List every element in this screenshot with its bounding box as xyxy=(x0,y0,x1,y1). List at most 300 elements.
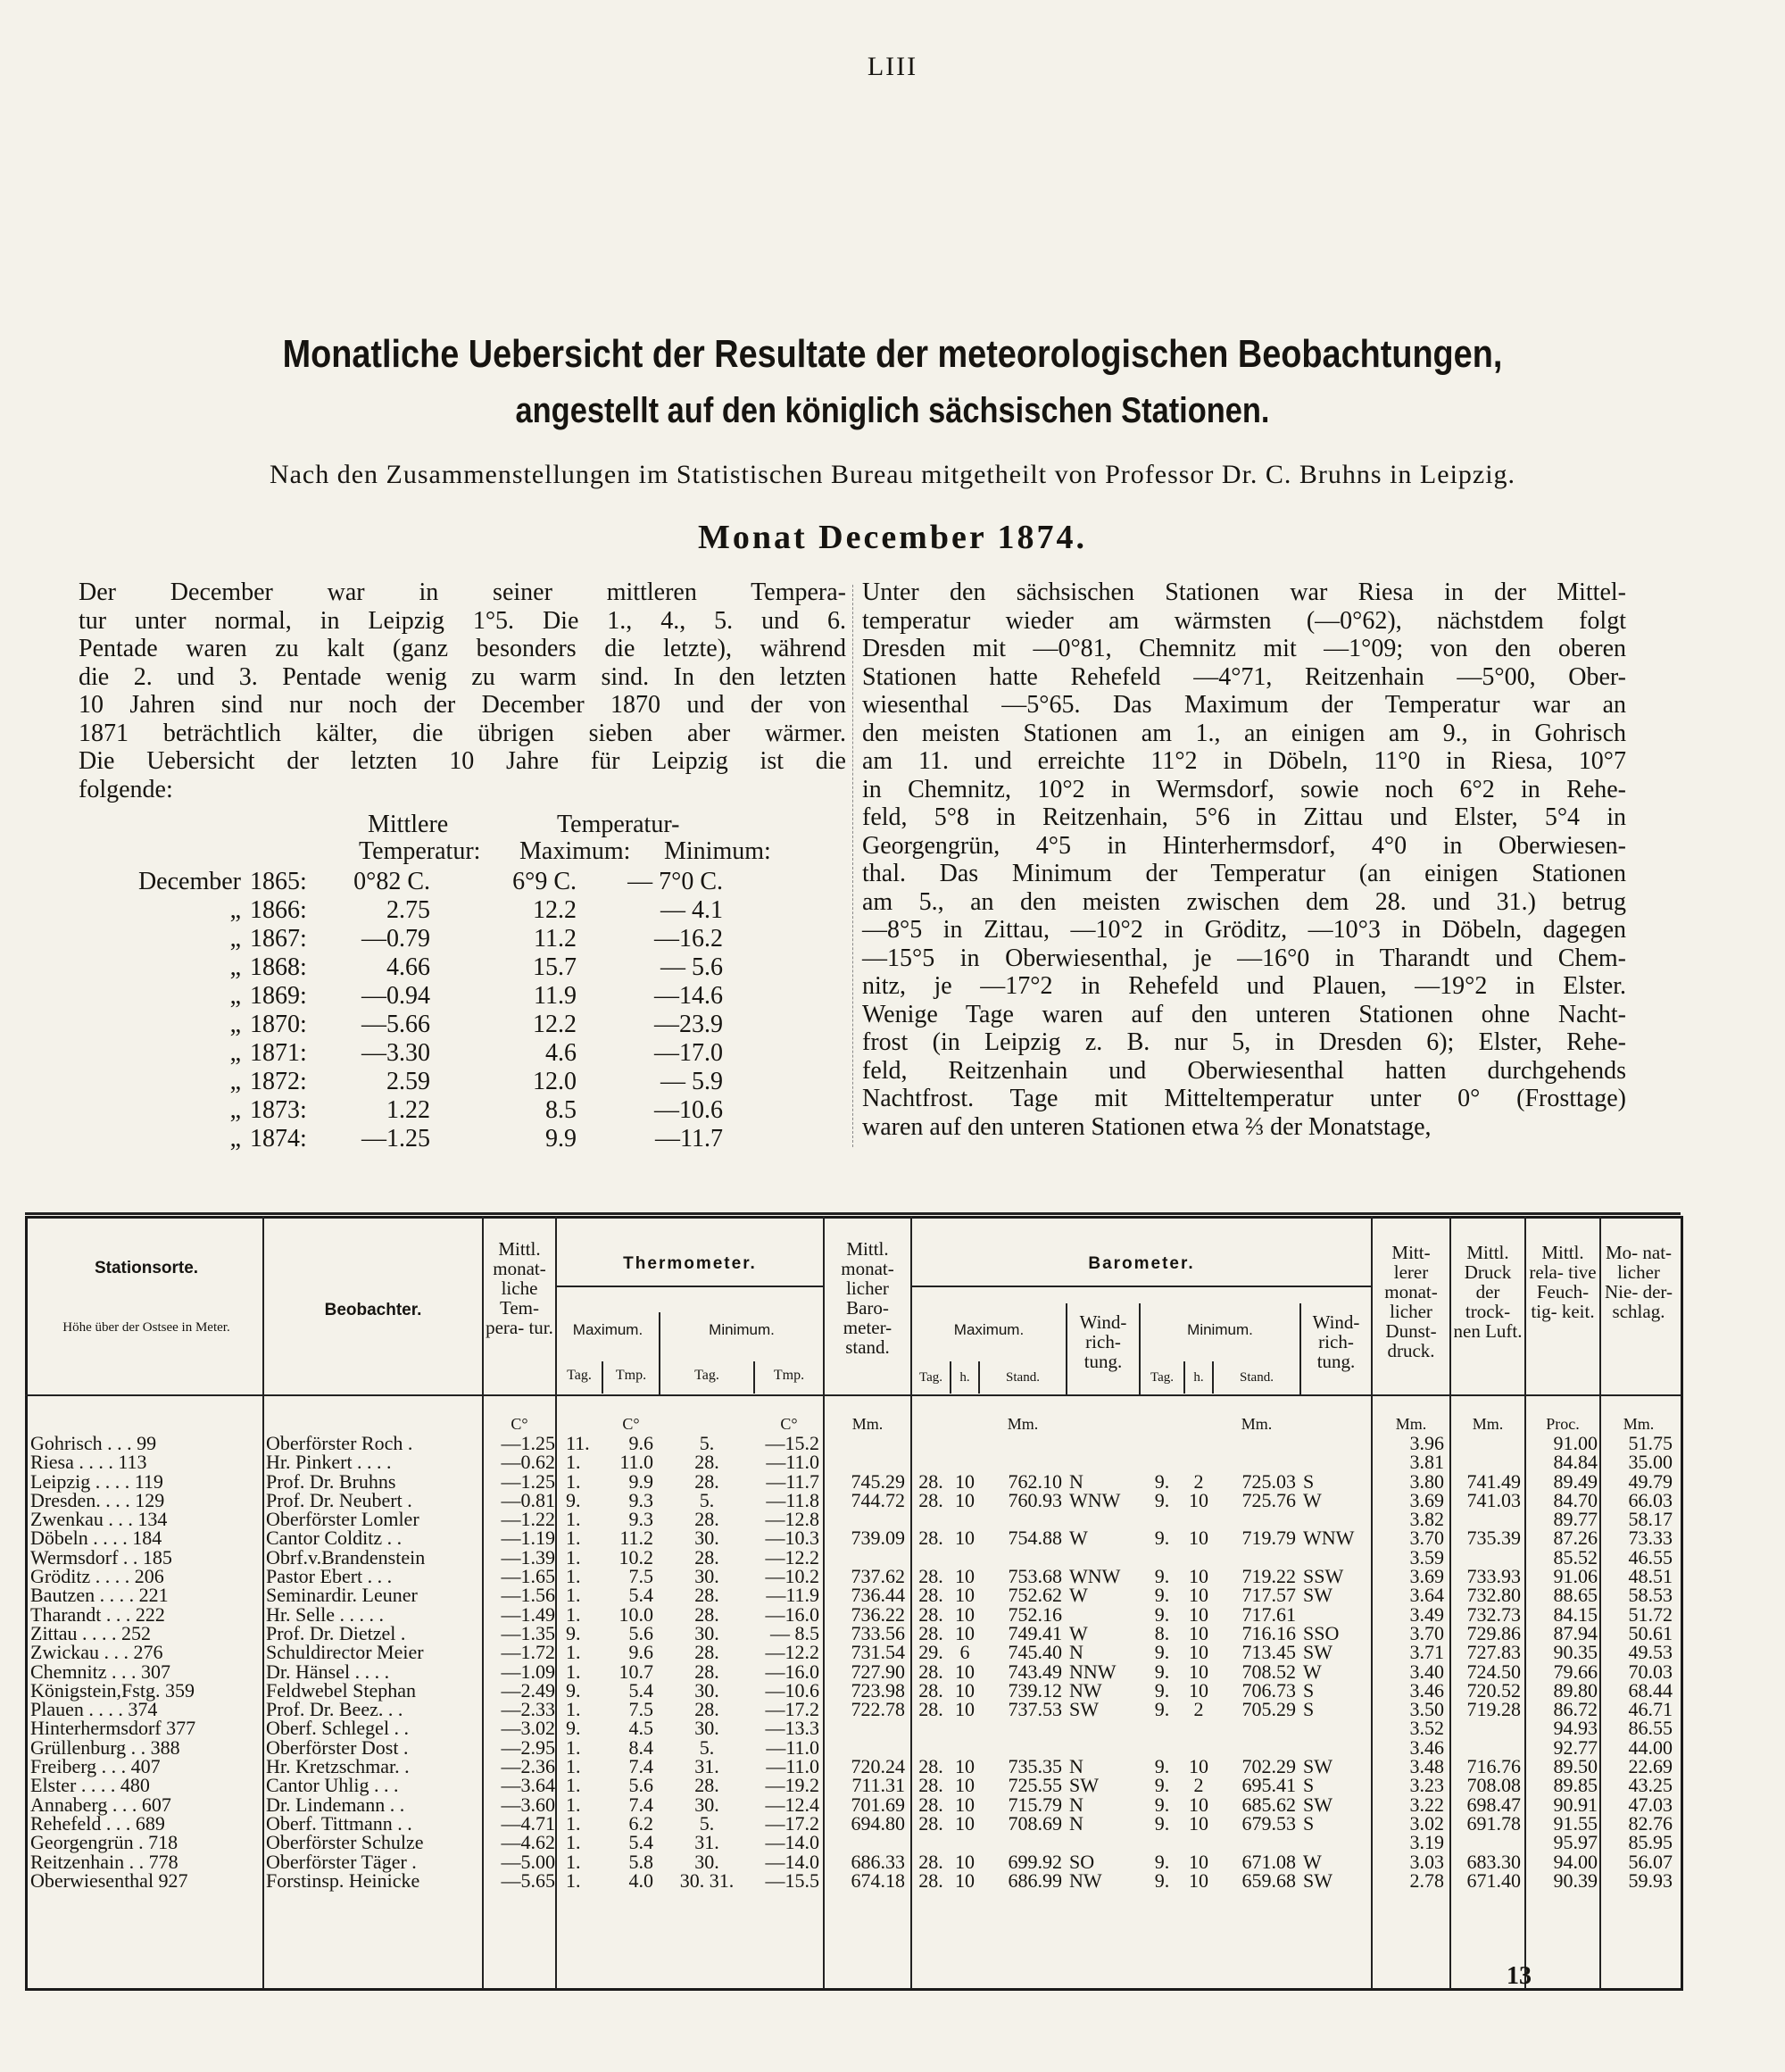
right-text-line: waren auf den unteren Stationen etwa ⅔ der Monatstage, xyxy=(862,1112,1432,1141)
cell-bnh: 10 xyxy=(1189,1868,1208,1892)
cell-mnd: 28. xyxy=(694,1508,719,1531)
cell-mxd: 1. xyxy=(566,1660,581,1683)
table-row xyxy=(27,1868,1678,1892)
cell-mnt: — 8.5 xyxy=(770,1621,819,1644)
header-bmin-day: Tag. xyxy=(1150,1370,1175,1385)
cell-v: 3.48 xyxy=(1409,1755,1444,1778)
cell-s: Rehefeld . . . 689 xyxy=(30,1811,165,1835)
cell-bns: 685.62 xyxy=(1241,1793,1296,1816)
cell-t: —5.65 xyxy=(501,1868,555,1892)
cell-t: —1.35 xyxy=(501,1621,555,1644)
cell-hu: 85.52 xyxy=(1553,1545,1598,1569)
cell-bns: 719.79 xyxy=(1241,1527,1296,1550)
hist-row xyxy=(116,1096,830,1125)
cell-t: —1.49 xyxy=(501,1602,555,1626)
hist-row xyxy=(116,896,830,925)
cell-t: —4.71 xyxy=(501,1811,555,1835)
cell-bxh: 10 xyxy=(955,1868,975,1892)
cell-hu: 90.39 xyxy=(1553,1868,1598,1892)
cell-bnw: WNW xyxy=(1303,1527,1355,1550)
cell-bnd: 9. xyxy=(1154,1641,1170,1664)
cell-mnd: 28. xyxy=(694,1641,719,1664)
cell-mxd: 1. xyxy=(566,1641,581,1664)
table-header-rule xyxy=(25,1394,1681,1396)
cell-bxs: 752.16 xyxy=(1008,1602,1062,1626)
cell-bxh: 10 xyxy=(955,1678,975,1702)
hist-min: —11.7 xyxy=(655,1125,723,1152)
hist-month: „ xyxy=(229,1039,241,1067)
cell-mxt: 9.9 xyxy=(628,1469,653,1493)
column-divider xyxy=(852,585,853,1147)
cell-v: 3.46 xyxy=(1409,1678,1444,1702)
cell-mnd: 31. xyxy=(694,1755,719,1778)
cell-mxd: 9. xyxy=(566,1488,581,1511)
cell-bnd: 9. xyxy=(1154,1660,1170,1683)
cell-d: 732.80 xyxy=(1466,1584,1521,1607)
cell-mxd: 1. xyxy=(566,1774,581,1797)
cell-d: 727.83 xyxy=(1466,1641,1521,1664)
cell-v: 3.80 xyxy=(1409,1469,1444,1493)
cell-t: —4.62 xyxy=(501,1831,555,1854)
table-row xyxy=(27,1508,1678,1531)
header-wind-max: Wind- rich- tung. xyxy=(1079,1311,1127,1372)
cell-o: Hr. Selle . . . . . xyxy=(266,1602,384,1626)
cell-o: Oberförster Dost . xyxy=(266,1735,409,1759)
cell-mxd: 1. xyxy=(566,1545,581,1569)
table-row xyxy=(27,1434,1678,1452)
hist-header-mean-1: Mittlere xyxy=(368,811,449,838)
cell-b: 674.18 xyxy=(851,1868,905,1892)
cell-mxd: 1. xyxy=(566,1469,581,1493)
cell-bxh: 10 xyxy=(955,1793,975,1816)
hist-year: 1866: xyxy=(250,896,307,924)
cell-s: Königstein,Fstg. 359 xyxy=(30,1678,195,1702)
cell-bxw: N xyxy=(1069,1641,1083,1664)
cell-mxd: 1. xyxy=(566,1698,581,1721)
cell-s: Dresden. . . . 129 xyxy=(30,1488,165,1511)
right-text-line: thal. Das Minimum der Temperatur (an einigen Stationen xyxy=(862,860,1626,887)
cell-p: 50.61 xyxy=(1628,1621,1673,1644)
cell-mxt: 4.5 xyxy=(628,1717,653,1740)
cell-t: —1.22 xyxy=(501,1508,555,1531)
cell-bxw: WNW xyxy=(1069,1565,1121,1588)
header-baro-max: Maximum. xyxy=(953,1321,1025,1338)
cell-mnd: 30. xyxy=(694,1678,719,1702)
cell-bnh: 10 xyxy=(1189,1641,1208,1664)
table-row xyxy=(27,1545,1678,1569)
cell-bxw: NNW xyxy=(1069,1660,1117,1683)
cell-mxt: 9.3 xyxy=(628,1508,653,1531)
cell-bxs: 753.68 xyxy=(1008,1565,1062,1588)
hist-max: 12.0 xyxy=(533,1068,577,1095)
hist-row xyxy=(116,925,830,953)
cell-bnd: 9. xyxy=(1154,1469,1170,1493)
cell-mxd: 1. xyxy=(566,1602,581,1626)
hist-mean: 1.22 xyxy=(386,1096,430,1124)
cell-v: 3.46 xyxy=(1409,1735,1444,1759)
hist-min: —16.2 xyxy=(654,925,723,953)
hist-min: — 4.1 xyxy=(660,896,723,924)
cell-v: 3.22 xyxy=(1409,1793,1444,1816)
hist-max: 6°9 C. xyxy=(512,868,577,895)
hist-max: 9.9 xyxy=(545,1125,577,1152)
header-vapour: Mitt- lerer monat- licher Dunst- druck. xyxy=(1384,1242,1438,1361)
cell-bxh: 10 xyxy=(955,1660,975,1683)
cell-b: 745.29 xyxy=(851,1469,905,1493)
cell-t: —0.62 xyxy=(501,1451,555,1474)
cell-bxh: 10 xyxy=(955,1565,975,1588)
header-mean-temp: Mittl. monat- liche Tem- pera- tur. xyxy=(486,1238,553,1338)
cell-p: 85.95 xyxy=(1628,1831,1673,1854)
table-row xyxy=(27,1831,1678,1854)
cell-t: —1.25 xyxy=(501,1432,555,1454)
header-bmax-day: Tag. xyxy=(918,1370,943,1385)
cell-bxw: N xyxy=(1069,1793,1083,1816)
cell-t: —1.19 xyxy=(501,1527,555,1550)
hist-month: „ xyxy=(229,1125,241,1152)
cell-bxd: 28. xyxy=(918,1755,943,1778)
cell-mnd: 28. xyxy=(694,1545,719,1569)
header-tmax-day: Tag. xyxy=(567,1368,592,1383)
table-row xyxy=(27,1795,1678,1814)
cell-bxh: 10 xyxy=(955,1850,975,1873)
hist-max: 8.5 xyxy=(545,1096,577,1124)
cell-s: Grüllenburg . . 388 xyxy=(30,1735,180,1759)
cell-mxt: 7.5 xyxy=(628,1565,653,1588)
right-text-line: Unter den sächsischen Stationen war Riesa in der Mittel- xyxy=(862,578,1626,606)
cell-b: 737.62 xyxy=(851,1565,905,1588)
cell-mnt: —11.0 xyxy=(766,1755,819,1778)
cell-v: 3.40 xyxy=(1409,1660,1444,1683)
header-bmax-stand: Stand. xyxy=(1006,1370,1040,1385)
cell-bns: 705.29 xyxy=(1241,1698,1296,1721)
cell-bxh: 10 xyxy=(955,1469,975,1493)
left-text-line: 10 Jahren sind nur noch der December 1870 und der von xyxy=(79,691,846,719)
right-text-line: Stationen hatte Rehefeld —4°71, Reitzenhain —5°00, Ober- xyxy=(862,662,1626,691)
cell-mnt: —12.4 xyxy=(765,1793,819,1816)
cell-s: Gohrisch . . . 99 xyxy=(30,1432,157,1454)
table-row xyxy=(27,1678,1678,1702)
hist-year: 1874: xyxy=(250,1125,307,1152)
table-row xyxy=(27,1584,1678,1607)
cell-bnd: 9. xyxy=(1154,1602,1170,1626)
cell-mxd: 1. xyxy=(566,1850,581,1873)
cell-mxt: 11.0 xyxy=(619,1451,653,1474)
cell-b: 736.44 xyxy=(851,1584,905,1607)
cell-t: —5.00 xyxy=(501,1850,555,1873)
cell-p: 82.76 xyxy=(1628,1811,1673,1835)
cell-bxd: 28. xyxy=(918,1469,943,1493)
hist-month: „ xyxy=(229,1068,241,1095)
table-row xyxy=(27,1717,1678,1740)
cell-v: 3.96 xyxy=(1409,1432,1444,1454)
cell-v: 3.82 xyxy=(1409,1508,1444,1531)
cell-b: 736.22 xyxy=(851,1602,905,1626)
cell-mxt: 7.5 xyxy=(628,1698,653,1721)
unit-tmin: C° xyxy=(780,1415,798,1433)
table-row xyxy=(27,1662,1678,1681)
cell-bnh: 2 xyxy=(1193,1469,1204,1493)
cell-mnt: —17.2 xyxy=(765,1698,819,1721)
cell-bxw: W xyxy=(1069,1527,1088,1550)
cell-v: 3.52 xyxy=(1409,1717,1444,1740)
cell-d: 683.30 xyxy=(1466,1850,1521,1873)
cell-bnh: 10 xyxy=(1189,1755,1208,1778)
cell-bnh: 10 xyxy=(1189,1527,1208,1550)
cell-b: 711.31 xyxy=(851,1774,905,1797)
cell-mxd: 9. xyxy=(566,1621,581,1644)
cell-bxs: 715.79 xyxy=(1008,1793,1062,1816)
cell-mnt: —16.0 xyxy=(765,1660,819,1683)
left-text-line: Der December war in seiner mittleren Tempera- xyxy=(79,578,846,606)
cell-mnd: 5. xyxy=(699,1811,715,1835)
cell-bnd: 9. xyxy=(1154,1793,1170,1816)
cell-hu: 89.49 xyxy=(1553,1469,1598,1493)
station-table-body xyxy=(27,1434,1678,1890)
cell-hu: 91.06 xyxy=(1553,1565,1598,1588)
cell-mnd: 30. 31. xyxy=(679,1868,735,1892)
cell-s: Leipzig . . . . 119 xyxy=(30,1469,163,1493)
cell-bnw: SW xyxy=(1303,1584,1333,1607)
cell-p: 44.00 xyxy=(1628,1735,1673,1759)
cell-mnt: —11.0 xyxy=(766,1451,819,1474)
left-text-line: Pentade waren zu kalt (ganz besonders die letzte), während xyxy=(79,635,846,662)
header-observer: Beobachter. xyxy=(324,1301,422,1319)
cell-b: 720.24 xyxy=(851,1755,905,1778)
cell-v: 3.64 xyxy=(1409,1584,1444,1607)
cell-o: Oberf. Tittmann . . xyxy=(266,1811,412,1835)
hist-min: — 7°0 C. xyxy=(627,868,723,895)
cell-o: Seminardir. Leuner xyxy=(266,1584,418,1607)
right-text-line: Dresden mit —0°81, Chemnitz mit —1°09; von den oberen xyxy=(862,635,1626,662)
cell-mnt: —14.0 xyxy=(765,1850,819,1873)
cell-mxd: 1. xyxy=(566,1811,581,1835)
cell-b: 722.78 xyxy=(851,1698,905,1721)
cell-s: Wermsdorf . . 185 xyxy=(30,1545,172,1569)
cell-bns: 659.68 xyxy=(1241,1868,1296,1892)
cell-mnd: 28. xyxy=(694,1602,719,1626)
cell-bxs: 735.35 xyxy=(1008,1755,1062,1778)
left-text-line: folgende: xyxy=(79,775,173,803)
cell-bxd: 28. xyxy=(918,1602,943,1626)
cell-p: 58.17 xyxy=(1628,1508,1673,1531)
table-row xyxy=(27,1757,1678,1776)
thermo-sub-rule xyxy=(555,1286,823,1287)
cell-o: Hr. Pinkert . . . . xyxy=(266,1451,392,1474)
cell-s: Bautzen . . . . 221 xyxy=(30,1584,169,1607)
cell-hu: 90.91 xyxy=(1553,1793,1598,1816)
cell-b: 701.69 xyxy=(851,1793,905,1816)
cell-bns: 671.08 xyxy=(1241,1850,1296,1873)
cell-o: Cantor Uhlig . . . xyxy=(266,1774,399,1797)
hist-row xyxy=(116,1068,830,1096)
hist-mean: —5.66 xyxy=(361,1011,430,1038)
cell-bnw: S xyxy=(1303,1678,1315,1702)
hist-row xyxy=(116,982,830,1011)
cell-bxs: 739.12 xyxy=(1008,1678,1062,1702)
cell-bns: 706.73 xyxy=(1241,1678,1296,1702)
hist-min: —10.6 xyxy=(654,1096,723,1124)
cell-p: 59.93 xyxy=(1628,1868,1673,1892)
hist-mean: 0°82 C. xyxy=(353,868,430,895)
cell-mxd: 1. xyxy=(566,1451,581,1474)
table-row xyxy=(27,1735,1678,1759)
cell-bnw: S xyxy=(1303,1698,1315,1721)
cell-mnd: 31. xyxy=(694,1831,719,1854)
cell-p: 49.53 xyxy=(1628,1641,1673,1664)
cell-mxt: 7.4 xyxy=(628,1755,653,1778)
left-text-line: 1871 beträchtlich kälter, die übrigen sieben aber wärmer. xyxy=(79,719,846,747)
cell-bnw: SW xyxy=(1303,1641,1333,1664)
right-text-line: —8°5 in Zittau, —10°2 in Gröditz, —10°3 in Döbeln, dagegen xyxy=(862,916,1626,944)
header-bmin-hour: h. xyxy=(1193,1370,1204,1385)
cell-mxt: 5.4 xyxy=(628,1678,653,1702)
cell-bxd: 28. xyxy=(918,1621,943,1644)
cell-bnh: 10 xyxy=(1189,1584,1208,1607)
right-text-line: Wenige Tage waren auf den unteren Stationen ohne Nacht- xyxy=(862,1000,1626,1028)
cell-bxd: 28. xyxy=(918,1774,943,1797)
hist-year: 1871: xyxy=(250,1039,307,1067)
hist-row xyxy=(116,868,830,896)
right-text-line: Georgengrün, 4°5 in Hinterhermsdorf, 4°0 in Oberwiesen- xyxy=(862,831,1626,860)
cell-bnw: S xyxy=(1303,1469,1315,1493)
unit-tmax: C° xyxy=(622,1415,640,1433)
cell-mnt: —10.6 xyxy=(765,1678,819,1702)
cell-mnd: 28. xyxy=(694,1469,719,1493)
cell-bxs: 743.49 xyxy=(1008,1660,1062,1683)
table-row xyxy=(27,1852,1678,1871)
hist-month: „ xyxy=(229,953,241,981)
cell-bns: 679.53 xyxy=(1241,1811,1296,1835)
hist-mean: —1.25 xyxy=(361,1125,430,1152)
cell-bxw: SW xyxy=(1069,1698,1099,1721)
cell-bnw: W xyxy=(1303,1488,1322,1511)
cell-b: 731.54 xyxy=(851,1641,905,1664)
cell-mnt: —17.2 xyxy=(765,1811,819,1835)
cell-bns: 695.41 xyxy=(1241,1774,1296,1797)
cell-bxh: 10 xyxy=(955,1698,975,1721)
cell-p: 46.55 xyxy=(1628,1545,1673,1569)
unit-baro: Mm. xyxy=(851,1415,884,1433)
hist-min: — 5.9 xyxy=(660,1068,723,1095)
cell-mxt: 11.2 xyxy=(619,1527,653,1550)
cell-mnt: —12.8 xyxy=(765,1508,819,1531)
cell-o: Oberförster Täger . xyxy=(266,1850,417,1873)
hist-year: 1873: xyxy=(250,1096,307,1124)
cell-s: Riesa . . . . 113 xyxy=(30,1451,147,1474)
cell-v: 3.50 xyxy=(1409,1698,1444,1721)
cell-b: 723.98 xyxy=(851,1678,905,1702)
hist-row xyxy=(116,1039,830,1068)
cell-mxd: 9. xyxy=(566,1678,581,1702)
hist-mean: 2.59 xyxy=(386,1068,430,1095)
cell-bnd: 9. xyxy=(1154,1774,1170,1797)
cell-mnd: 28. xyxy=(694,1584,719,1607)
cell-bxh: 10 xyxy=(955,1527,975,1550)
cell-mxd: 1. xyxy=(566,1793,581,1816)
right-text-line: feld, 5°8 in Reitzenhain, 5°6 in Zittau und Elster, 5°4 in xyxy=(862,803,1626,831)
cell-v: 3.19 xyxy=(1409,1831,1444,1854)
cell-mnt: —12.2 xyxy=(765,1545,819,1569)
cell-o: Prof. Dr. Dietzel . xyxy=(266,1621,406,1644)
hist-max: 4.6 xyxy=(545,1039,577,1067)
cell-o: Prof. Dr. Bruhns xyxy=(266,1469,396,1493)
hist-min: — 5.6 xyxy=(660,953,723,981)
cell-bnw: SW xyxy=(1303,1755,1333,1778)
cell-bnd: 9. xyxy=(1154,1868,1170,1892)
unit-vapour: Mm. xyxy=(1395,1415,1427,1433)
cell-bxd: 28. xyxy=(918,1793,943,1816)
hist-min: —14.6 xyxy=(654,982,723,1010)
cell-d: 733.93 xyxy=(1466,1565,1521,1588)
cell-d: 741.49 xyxy=(1466,1469,1521,1493)
cell-s: Gröditz . . . . 206 xyxy=(30,1565,164,1588)
cell-d: 671.40 xyxy=(1466,1868,1521,1892)
cell-s: Zwickau . . . 276 xyxy=(30,1641,163,1664)
right-text-line: am 5., an den meisten zwischen dem 28. und 31.) betrug xyxy=(862,887,1626,916)
right-text-line: am 11. und erreichte 11°2 in Döbeln, 11°0 in Riesa, 10°7 xyxy=(862,747,1626,775)
hist-row xyxy=(116,953,830,982)
cell-mnd: 30. xyxy=(694,1565,719,1588)
cell-mnd: 30. xyxy=(694,1527,719,1550)
hist-month: „ xyxy=(229,896,241,924)
hist-month: „ xyxy=(229,925,241,953)
header-tmin-temp: Tmp. xyxy=(773,1368,805,1383)
hist-mean: 2.75 xyxy=(386,896,430,924)
cell-bnh: 10 xyxy=(1189,1660,1208,1683)
cell-bxs: 708.69 xyxy=(1008,1811,1062,1835)
table-row xyxy=(27,1469,1678,1493)
cell-bxw: NW xyxy=(1069,1678,1102,1702)
cell-bnd: 9. xyxy=(1154,1811,1170,1835)
cell-d: 724.50 xyxy=(1466,1660,1521,1683)
cell-t: —2.95 xyxy=(501,1735,555,1759)
cell-v: 3.70 xyxy=(1409,1621,1444,1644)
cell-bxd: 28. xyxy=(918,1850,943,1873)
cell-bnd: 9. xyxy=(1154,1755,1170,1778)
cell-d: 716.76 xyxy=(1466,1755,1521,1778)
cell-bnh: 10 xyxy=(1189,1811,1208,1835)
cell-s: Zittau . . . . 252 xyxy=(30,1621,152,1644)
cell-bnh: 2 xyxy=(1193,1774,1204,1797)
hist-header-max: Maximum: xyxy=(519,837,631,865)
cell-bxh: 6 xyxy=(959,1641,970,1664)
cell-mxt: 10.0 xyxy=(619,1602,653,1626)
cell-bxs: 749.41 xyxy=(1008,1621,1062,1644)
hist-max: 11.9 xyxy=(534,982,577,1010)
right-paragraph xyxy=(862,578,1626,1141)
cell-bns: 717.61 xyxy=(1241,1602,1296,1626)
cell-p: 48.51 xyxy=(1628,1565,1673,1588)
cell-mnt: —10.3 xyxy=(765,1527,819,1550)
header-baro-mean: Mittl. monat- licher Baro- meter- stand. xyxy=(841,1238,894,1358)
header-station: Stationsorte. xyxy=(94,1259,199,1277)
header-bmax-hour: h. xyxy=(959,1370,970,1385)
cell-bxw: SO xyxy=(1069,1850,1095,1873)
table-row xyxy=(27,1641,1678,1664)
cell-t: —1.25 xyxy=(501,1469,555,1493)
cell-t: —1.39 xyxy=(501,1545,555,1569)
cell-bnw: SSO xyxy=(1303,1621,1340,1644)
cell-o: Obrf.v.Brandenstein xyxy=(266,1545,426,1569)
cell-bxs: 686.99 xyxy=(1008,1868,1062,1892)
cell-mnt: —12.2 xyxy=(765,1641,819,1664)
cell-d: 708.08 xyxy=(1466,1774,1521,1797)
hist-month: „ xyxy=(229,1096,241,1124)
cell-bxw: W xyxy=(1069,1584,1088,1607)
cell-mxd: 1. xyxy=(566,1868,581,1892)
header-thermo-min: Minimum. xyxy=(709,1321,775,1338)
